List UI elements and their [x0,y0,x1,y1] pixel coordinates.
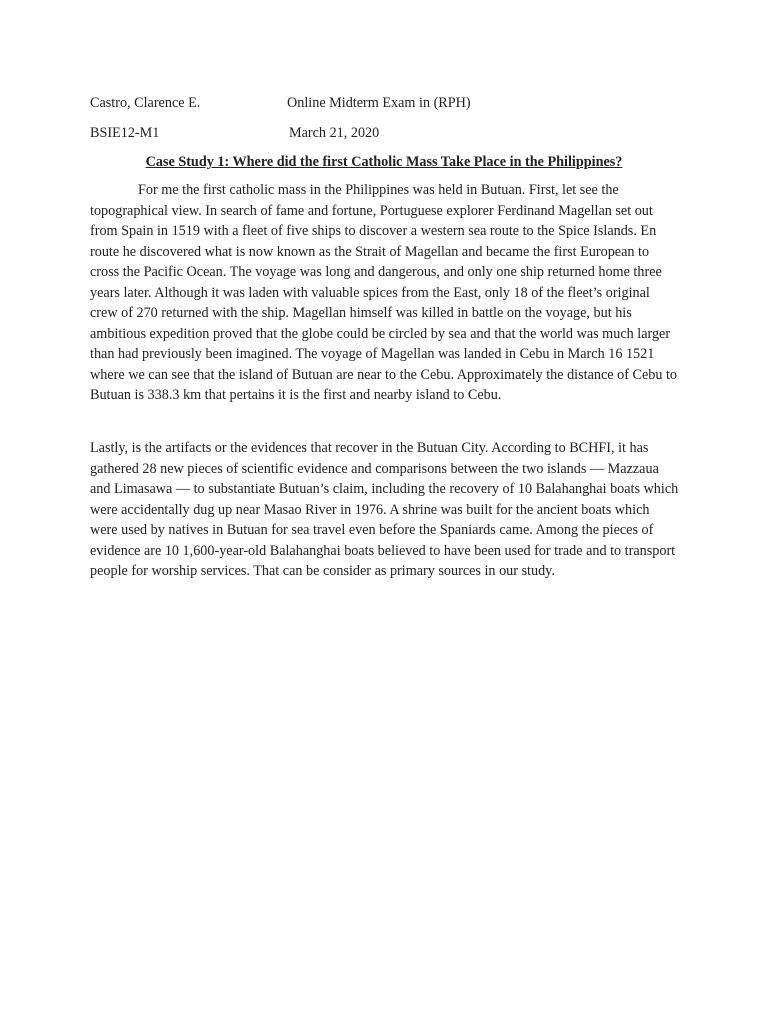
header-row-1 [90,93,690,113]
student-name: Castro, Clarence E. [90,95,201,111]
paragraph-1: For me the first catholic mass in the Philippines was held in Butuan. First, let see the topographical view. In search of fame and fortune, Portuguese explorer Ferdinand Magellan set out from Spain in 1519 with a fleet of five ships to discover a western sea route to the Spice Islands. En route he discovered what is now known as the Strait of Magellan and became the first European to cross the Pacific Ocean. The voyage was long and dangerous, and only one ship returned home three years later. Although it was laden with valuable spices from the East, only 18 of the fleet’s original crew of 270 returned with the ship. Magellan himself was killed in battle on the voyage, but his ambitious expedition proved that the globe could be circled by sea and that the world was much larger than had previously been imagined. The voyage of Magellan was landed in Cebu in March 16 1521 where we can see that the island of Butuan are near to the Cebu. Approximately the distance of Cebu to Butuan is 338.3 km that pertains it is the first and nearby island to Cebu. [90,182,678,403]
exam-date: March 21, 2020 [289,125,380,141]
header-row-2 [90,123,690,143]
case-study-title: Case Study 1: Where did the first Catholic Mass Take Place in the Philippines? [145,154,623,170]
exam-title: Online Midterm Exam in (RPH) [287,95,471,111]
paragraph-2: Lastly, is the artifacts or the evidences that recover in the Butuan City. According to BCHFI, it has gathered 28 new pieces of scientific evidence and comparisons between the two islands — Mazzaua and Limasawa — to substantiate Butuan’s claim, including the recovery of 10 Balahanghai boats which were accidentally dug up near Masao River in 1976. A shrine was built for the ancient boats which were used by natives in Butuan for sea travel even before the Spaniards came. Among the pieces of evidence are 10 1,600-year-old Balahanghai boats believed to have been used for trade and to transport people for worship services. That can be consider as primary sources in our study. [90,440,679,579]
student-section: BSIE12-M1 [90,125,160,141]
